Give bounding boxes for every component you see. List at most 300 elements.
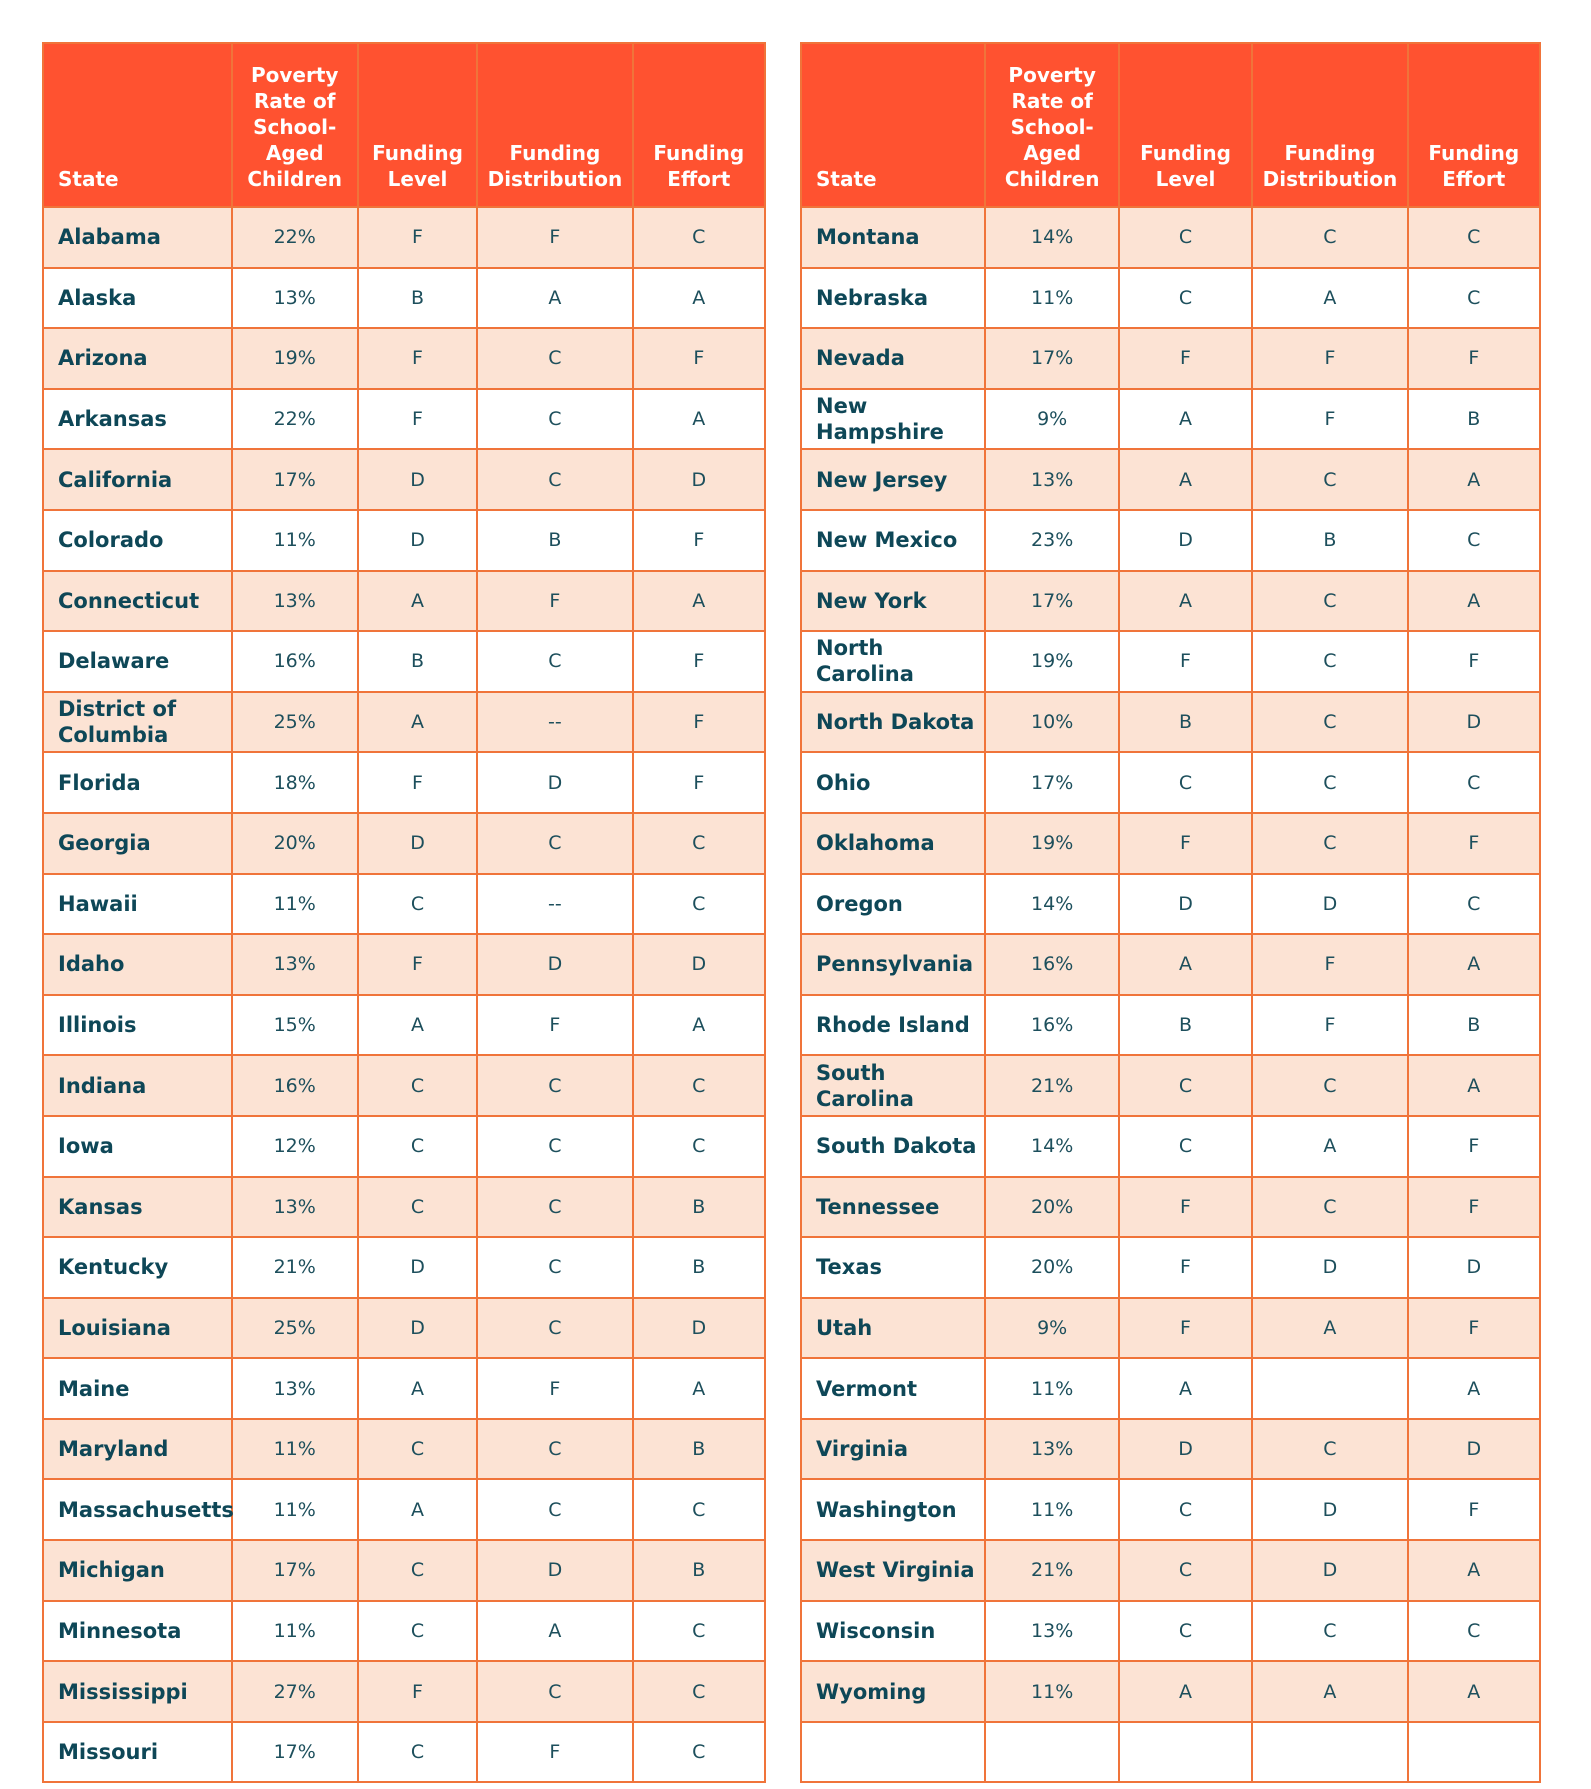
table-row xyxy=(801,207,1540,268)
cell-funding-distribution xyxy=(1252,1358,1407,1419)
cell-poverty-rate: 13% xyxy=(232,1358,358,1419)
table-row xyxy=(43,510,765,571)
cell-funding-distribution: -- xyxy=(477,692,632,753)
cell-poverty-rate: 20% xyxy=(985,1237,1118,1298)
cell-funding-effort: A xyxy=(1408,449,1540,510)
cell-funding-level: D xyxy=(358,1237,477,1298)
header-poverty-rate: Poverty Rate of School-Aged Children xyxy=(985,43,1118,207)
cell-funding-level: F xyxy=(1119,631,1252,692)
cell-poverty-rate: 12% xyxy=(232,1116,358,1177)
cell-state: Delaware xyxy=(43,631,232,692)
cell-funding-distribution: F xyxy=(477,1722,632,1783)
cell-funding-distribution: C xyxy=(1252,1177,1407,1238)
cell-funding-effort: F xyxy=(1408,631,1540,692)
cell-funding-distribution: D xyxy=(1252,874,1407,935)
table-row xyxy=(43,1540,765,1601)
cell-funding-level: C xyxy=(1119,1601,1252,1662)
cell-funding-distribution: D xyxy=(477,1540,632,1601)
cell-funding-effort: A xyxy=(1408,1540,1540,1601)
cell-funding-effort xyxy=(1408,1722,1540,1783)
cell-funding-level: A xyxy=(358,692,477,753)
cell-funding-effort: F xyxy=(1408,1116,1540,1177)
cell-funding-effort: C xyxy=(1408,1601,1540,1662)
cell-funding-distribution: D xyxy=(477,934,632,995)
cell-poverty-rate: 20% xyxy=(232,813,358,874)
cell-state: Indiana xyxy=(43,1055,232,1116)
cell-poverty-rate: 16% xyxy=(232,631,358,692)
cell-state: Alaska xyxy=(43,268,232,329)
cell-funding-distribution: C xyxy=(477,389,632,450)
cell-funding-distribution: C xyxy=(477,813,632,874)
cell-funding-distribution: C xyxy=(1252,449,1407,510)
cell-poverty-rate: 27% xyxy=(232,1661,358,1722)
cell-state: Hawaii xyxy=(43,874,232,935)
cell-state: California xyxy=(43,449,232,510)
cell-funding-level: F xyxy=(1119,813,1252,874)
cell-funding-distribution: C xyxy=(477,1661,632,1722)
cell-funding-effort: A xyxy=(1408,934,1540,995)
cell-funding-level: D xyxy=(358,510,477,571)
cell-poverty-rate: 11% xyxy=(232,1601,358,1662)
table-row xyxy=(801,1298,1540,1359)
cell-state: South Dakota xyxy=(801,1116,985,1177)
cell-poverty-rate: 17% xyxy=(232,449,358,510)
cell-state: Tennessee xyxy=(801,1177,985,1238)
cell-funding-distribution: C xyxy=(1252,1055,1407,1116)
cell-state: Oklahoma xyxy=(801,813,985,874)
cell-funding-level: F xyxy=(1119,1177,1252,1238)
cell-funding-level: C xyxy=(358,1116,477,1177)
cell-poverty-rate: 20% xyxy=(985,1177,1118,1238)
cell-funding-level: A xyxy=(1119,571,1252,632)
cell-state: Idaho xyxy=(43,934,232,995)
table-row xyxy=(43,1358,765,1419)
cell-funding-effort: F xyxy=(633,328,765,389)
cell-state: Georgia xyxy=(43,813,232,874)
cell-funding-level: B xyxy=(358,631,477,692)
cell-funding-distribution: F xyxy=(1252,389,1407,450)
cell-funding-distribution: B xyxy=(477,510,632,571)
table-row xyxy=(43,1661,765,1722)
cell-funding-effort: C xyxy=(633,1661,765,1722)
table-row xyxy=(801,1116,1540,1177)
table-row xyxy=(801,995,1540,1056)
cell-funding-level: C xyxy=(358,1177,477,1238)
table-row xyxy=(43,1419,765,1480)
cell-funding-distribution: F xyxy=(477,207,632,268)
cell-funding-distribution: C xyxy=(1252,1601,1407,1662)
cell-poverty-rate: 19% xyxy=(232,328,358,389)
table-row xyxy=(43,995,765,1056)
cell-funding-effort: B xyxy=(633,1177,765,1238)
cell-poverty-rate: 21% xyxy=(232,1237,358,1298)
table-row xyxy=(801,1661,1540,1722)
table-row xyxy=(801,934,1540,995)
cell-funding-level: C xyxy=(1119,207,1252,268)
cell-funding-distribution: D xyxy=(1252,1479,1407,1540)
table-row xyxy=(801,813,1540,874)
cell-poverty-rate: 14% xyxy=(985,874,1118,935)
table-row xyxy=(801,1237,1540,1298)
table-header xyxy=(801,43,1540,207)
cell-funding-level: C xyxy=(358,1601,477,1662)
cell-funding-level: F xyxy=(1119,1237,1252,1298)
cell-funding-effort: C xyxy=(1408,268,1540,329)
cell-state: Arizona xyxy=(43,328,232,389)
table-row xyxy=(43,449,765,510)
cell-funding-distribution: D xyxy=(477,752,632,813)
cell-funding-level: C xyxy=(1119,1479,1252,1540)
cell-poverty-rate: 17% xyxy=(985,752,1118,813)
table-row xyxy=(801,1722,1540,1783)
cell-funding-effort: F xyxy=(1408,1298,1540,1359)
cell-funding-level: F xyxy=(358,389,477,450)
cell-funding-level: C xyxy=(1119,268,1252,329)
table-row xyxy=(43,1601,765,1662)
cell-funding-effort: A xyxy=(633,571,765,632)
cell-state: Ohio xyxy=(801,752,985,813)
table-row xyxy=(801,268,1540,329)
cell-funding-level: C xyxy=(358,1540,477,1601)
table-row xyxy=(43,1298,765,1359)
table-row xyxy=(801,1055,1540,1116)
cell-funding-effort: A xyxy=(633,389,765,450)
table-row xyxy=(801,1177,1540,1238)
cell-funding-distribution: A xyxy=(1252,268,1407,329)
cell-funding-effort: F xyxy=(633,510,765,571)
cell-funding-level: A xyxy=(358,571,477,632)
cell-state: Virginia xyxy=(801,1419,985,1480)
cell-state: Vermont xyxy=(801,1358,985,1419)
cell-poverty-rate: 11% xyxy=(985,1358,1118,1419)
cell-poverty-rate: 15% xyxy=(232,995,358,1056)
cell-poverty-rate: 13% xyxy=(985,1601,1118,1662)
cell-poverty-rate: 11% xyxy=(232,1479,358,1540)
cell-state: Texas xyxy=(801,1237,985,1298)
cell-funding-level: A xyxy=(358,1479,477,1540)
header-funding-level: Funding Level xyxy=(358,43,477,207)
cell-state: New Jersey xyxy=(801,449,985,510)
cell-poverty-rate: 16% xyxy=(985,934,1118,995)
cell-poverty-rate: 16% xyxy=(985,995,1118,1056)
header-funding-level: Funding Level xyxy=(1119,43,1252,207)
cell-state: Iowa xyxy=(43,1116,232,1177)
cell-funding-effort: C xyxy=(1408,510,1540,571)
cell-poverty-rate: 14% xyxy=(985,1116,1118,1177)
table-row xyxy=(801,1540,1540,1601)
cell-state: Wyoming xyxy=(801,1661,985,1722)
table-row xyxy=(801,874,1540,935)
table-row xyxy=(801,328,1540,389)
cell-funding-distribution: C xyxy=(477,631,632,692)
cell-state: Maine xyxy=(43,1358,232,1419)
cell-poverty-rate: 17% xyxy=(985,571,1118,632)
cell-funding-effort: D xyxy=(1408,1237,1540,1298)
cell-state: Michigan xyxy=(43,1540,232,1601)
cell-poverty-rate: 25% xyxy=(232,692,358,753)
cell-funding-level: C xyxy=(358,1722,477,1783)
cell-funding-effort: C xyxy=(1408,207,1540,268)
cell-poverty-rate: 9% xyxy=(985,389,1118,450)
table-row xyxy=(43,389,765,450)
cell-funding-effort: D xyxy=(633,1298,765,1359)
cell-funding-effort: F xyxy=(1408,328,1540,389)
cell-funding-distribution: C xyxy=(1252,1419,1407,1480)
table-row xyxy=(801,449,1540,510)
table-row xyxy=(43,1055,765,1116)
cell-state: Wisconsin xyxy=(801,1601,985,1662)
cell-funding-effort: B xyxy=(633,1540,765,1601)
cell-funding-distribution: B xyxy=(1252,510,1407,571)
cell-state: Arkansas xyxy=(43,389,232,450)
cell-state: West Virginia xyxy=(801,1540,985,1601)
cell-funding-effort: C xyxy=(1408,752,1540,813)
cell-funding-level: F xyxy=(358,207,477,268)
table-row xyxy=(801,389,1540,450)
cell-funding-level: F xyxy=(358,328,477,389)
cell-funding-effort: A xyxy=(1408,1358,1540,1419)
cell-funding-effort: F xyxy=(633,631,765,692)
table-row xyxy=(43,1177,765,1238)
cell-funding-effort: A xyxy=(633,1358,765,1419)
cell-funding-level: D xyxy=(1119,510,1252,571)
cell-funding-distribution: A xyxy=(1252,1116,1407,1177)
cell-poverty-rate: 13% xyxy=(232,934,358,995)
cell-state: North Carolina xyxy=(801,631,985,692)
cell-funding-level: A xyxy=(358,1358,477,1419)
cell-funding-effort: A xyxy=(1408,1661,1540,1722)
cell-funding-distribution: C xyxy=(1252,692,1407,753)
cell-poverty-rate: 19% xyxy=(985,631,1118,692)
cell-funding-distribution: F xyxy=(1252,995,1407,1056)
cell-funding-distribution: C xyxy=(1252,207,1407,268)
cell-funding-level: C xyxy=(1119,1055,1252,1116)
cell-state: Pennsylvania xyxy=(801,934,985,995)
cell-state: New Mexico xyxy=(801,510,985,571)
header-funding-effort: Funding Effort xyxy=(1408,43,1540,207)
table-row xyxy=(801,1358,1540,1419)
header-poverty-rate: Poverty Rate of School-Aged Children xyxy=(232,43,358,207)
cell-state: North Dakota xyxy=(801,692,985,753)
cell-poverty-rate: 17% xyxy=(985,328,1118,389)
cell-funding-distribution: C xyxy=(477,1237,632,1298)
cell-funding-level: D xyxy=(358,1298,477,1359)
table-row xyxy=(801,510,1540,571)
cell-funding-level: C xyxy=(358,1055,477,1116)
table-row xyxy=(43,752,765,813)
cell-state: Colorado xyxy=(43,510,232,571)
cell-funding-level: B xyxy=(1119,692,1252,753)
table-header xyxy=(43,43,765,207)
table-row xyxy=(801,571,1540,632)
cell-poverty-rate: 21% xyxy=(985,1540,1118,1601)
state-grades-table-right xyxy=(800,42,1541,1783)
cell-funding-distribution: A xyxy=(477,268,632,329)
cell-poverty-rate: 13% xyxy=(232,268,358,329)
cell-funding-level: A xyxy=(1119,389,1252,450)
table-row xyxy=(43,874,765,935)
cell-funding-effort: B xyxy=(633,1419,765,1480)
cell-funding-level: A xyxy=(1119,934,1252,995)
cell-poverty-rate: 18% xyxy=(232,752,358,813)
cell-poverty-rate: 22% xyxy=(232,207,358,268)
cell-funding-distribution: C xyxy=(1252,752,1407,813)
cell-state: Utah xyxy=(801,1298,985,1359)
cell-funding-level xyxy=(1119,1722,1252,1783)
cell-funding-distribution: C xyxy=(477,1419,632,1480)
cell-funding-level: A xyxy=(1119,449,1252,510)
cell-poverty-rate: 13% xyxy=(232,571,358,632)
cell-funding-level: F xyxy=(358,934,477,995)
cell-state: Rhode Island xyxy=(801,995,985,1056)
cell-funding-distribution: F xyxy=(1252,328,1407,389)
table-row xyxy=(43,571,765,632)
cell-funding-level: D xyxy=(358,813,477,874)
header-funding-distribution: Funding Distribution xyxy=(477,43,632,207)
cell-state: New York xyxy=(801,571,985,632)
cell-funding-level: D xyxy=(1119,874,1252,935)
cell-funding-effort: A xyxy=(633,995,765,1056)
cell-poverty-rate: 17% xyxy=(232,1722,358,1783)
cell-funding-level: F xyxy=(358,752,477,813)
table-row xyxy=(43,1722,765,1783)
cell-funding-distribution: C xyxy=(477,1055,632,1116)
cell-state: Florida xyxy=(43,752,232,813)
table-row xyxy=(801,692,1540,753)
cell-funding-effort: C xyxy=(633,207,765,268)
cell-funding-effort: D xyxy=(633,934,765,995)
cell-funding-distribution: -- xyxy=(477,874,632,935)
table-row xyxy=(43,692,765,753)
cell-funding-level: B xyxy=(1119,995,1252,1056)
cell-state: Missouri xyxy=(43,1722,232,1783)
cell-funding-effort: C xyxy=(633,813,765,874)
cell-funding-effort: B xyxy=(633,1237,765,1298)
cell-funding-effort: C xyxy=(633,874,765,935)
cell-state: New Hampshire xyxy=(801,389,985,450)
cell-state: Massachusetts xyxy=(43,1479,232,1540)
cell-funding-distribution: C xyxy=(1252,571,1407,632)
cell-funding-effort: F xyxy=(1408,1479,1540,1540)
cell-poverty-rate: 23% xyxy=(985,510,1118,571)
cell-funding-effort: C xyxy=(633,1601,765,1662)
cell-poverty-rate: 11% xyxy=(232,1419,358,1480)
state-grades-table-left xyxy=(42,42,766,1783)
cell-state: Alabama xyxy=(43,207,232,268)
cell-funding-distribution: C xyxy=(477,1298,632,1359)
cell-funding-level: F xyxy=(1119,1298,1252,1359)
cell-state: District of Columbia xyxy=(43,692,232,753)
cell-funding-level: F xyxy=(1119,328,1252,389)
table-body xyxy=(801,207,1540,1782)
table-row xyxy=(801,1601,1540,1662)
cell-funding-level: B xyxy=(358,268,477,329)
cell-funding-distribution: F xyxy=(477,995,632,1056)
cell-state: Louisiana xyxy=(43,1298,232,1359)
table-row xyxy=(43,813,765,874)
cell-state: Illinois xyxy=(43,995,232,1056)
cell-funding-level: C xyxy=(1119,1116,1252,1177)
cell-state: Maryland xyxy=(43,1419,232,1480)
cell-funding-level: C xyxy=(1119,1540,1252,1601)
cell-poverty-rate: 11% xyxy=(232,510,358,571)
cell-funding-effort: C xyxy=(633,1722,765,1783)
cell-poverty-rate: 22% xyxy=(232,389,358,450)
cell-funding-distribution: C xyxy=(1252,813,1407,874)
cell-funding-level: D xyxy=(358,449,477,510)
cell-state: Kentucky xyxy=(43,1237,232,1298)
cell-funding-level: C xyxy=(1119,752,1252,813)
cell-poverty-rate: 14% xyxy=(985,207,1118,268)
cell-state: Nebraska xyxy=(801,268,985,329)
cell-state: Montana xyxy=(801,207,985,268)
table-row xyxy=(801,1479,1540,1540)
cell-poverty-rate xyxy=(985,1722,1118,1783)
cell-funding-distribution: C xyxy=(1252,631,1407,692)
cell-state: Oregon xyxy=(801,874,985,935)
cell-funding-distribution xyxy=(1252,1722,1407,1783)
table-row xyxy=(801,631,1540,692)
cell-funding-level: A xyxy=(358,995,477,1056)
cell-funding-distribution: D xyxy=(1252,1237,1407,1298)
cell-funding-effort: C xyxy=(633,1479,765,1540)
cell-state: South Carolina xyxy=(801,1055,985,1116)
cell-funding-distribution: F xyxy=(1252,934,1407,995)
cell-funding-distribution: C xyxy=(477,1116,632,1177)
header-funding-distribution: Funding Distribution xyxy=(1252,43,1407,207)
cell-poverty-rate: 21% xyxy=(985,1055,1118,1116)
cell-funding-effort: F xyxy=(1408,813,1540,874)
table-row xyxy=(43,934,765,995)
cell-funding-level: A xyxy=(1119,1661,1252,1722)
table-row xyxy=(801,1419,1540,1480)
cell-funding-level: D xyxy=(1119,1419,1252,1480)
cell-state: Minnesota xyxy=(43,1601,232,1662)
cell-poverty-rate: 11% xyxy=(985,1661,1118,1722)
cell-funding-distribution: F xyxy=(477,571,632,632)
cell-poverty-rate: 16% xyxy=(232,1055,358,1116)
cell-funding-distribution: C xyxy=(477,449,632,510)
cell-state: Connecticut xyxy=(43,571,232,632)
cell-state: Nevada xyxy=(801,328,985,389)
table-row xyxy=(801,752,1540,813)
cell-funding-distribution: D xyxy=(1252,1540,1407,1601)
cell-poverty-rate: 13% xyxy=(985,449,1118,510)
cell-funding-distribution: C xyxy=(477,1479,632,1540)
cell-funding-effort: C xyxy=(1408,874,1540,935)
cell-poverty-rate: 17% xyxy=(232,1540,358,1601)
cell-poverty-rate: 11% xyxy=(985,268,1118,329)
cell-poverty-rate: 11% xyxy=(985,1479,1118,1540)
table-body xyxy=(43,207,765,1782)
cell-poverty-rate: 13% xyxy=(232,1177,358,1238)
cell-state: Kansas xyxy=(43,1177,232,1238)
table-row xyxy=(43,328,765,389)
table-row xyxy=(43,1479,765,1540)
cell-state xyxy=(801,1722,985,1783)
cell-funding-effort: F xyxy=(633,752,765,813)
cell-funding-distribution: A xyxy=(1252,1298,1407,1359)
cell-funding-effort: A xyxy=(1408,1055,1540,1116)
cell-funding-distribution: C xyxy=(477,1177,632,1238)
table-row xyxy=(43,1116,765,1177)
cell-funding-distribution: C xyxy=(477,328,632,389)
cell-poverty-rate: 11% xyxy=(232,874,358,935)
cell-funding-effort: F xyxy=(1408,1177,1540,1238)
cell-poverty-rate: 25% xyxy=(232,1298,358,1359)
header-state: State xyxy=(43,43,232,207)
cell-funding-effort: D xyxy=(633,449,765,510)
